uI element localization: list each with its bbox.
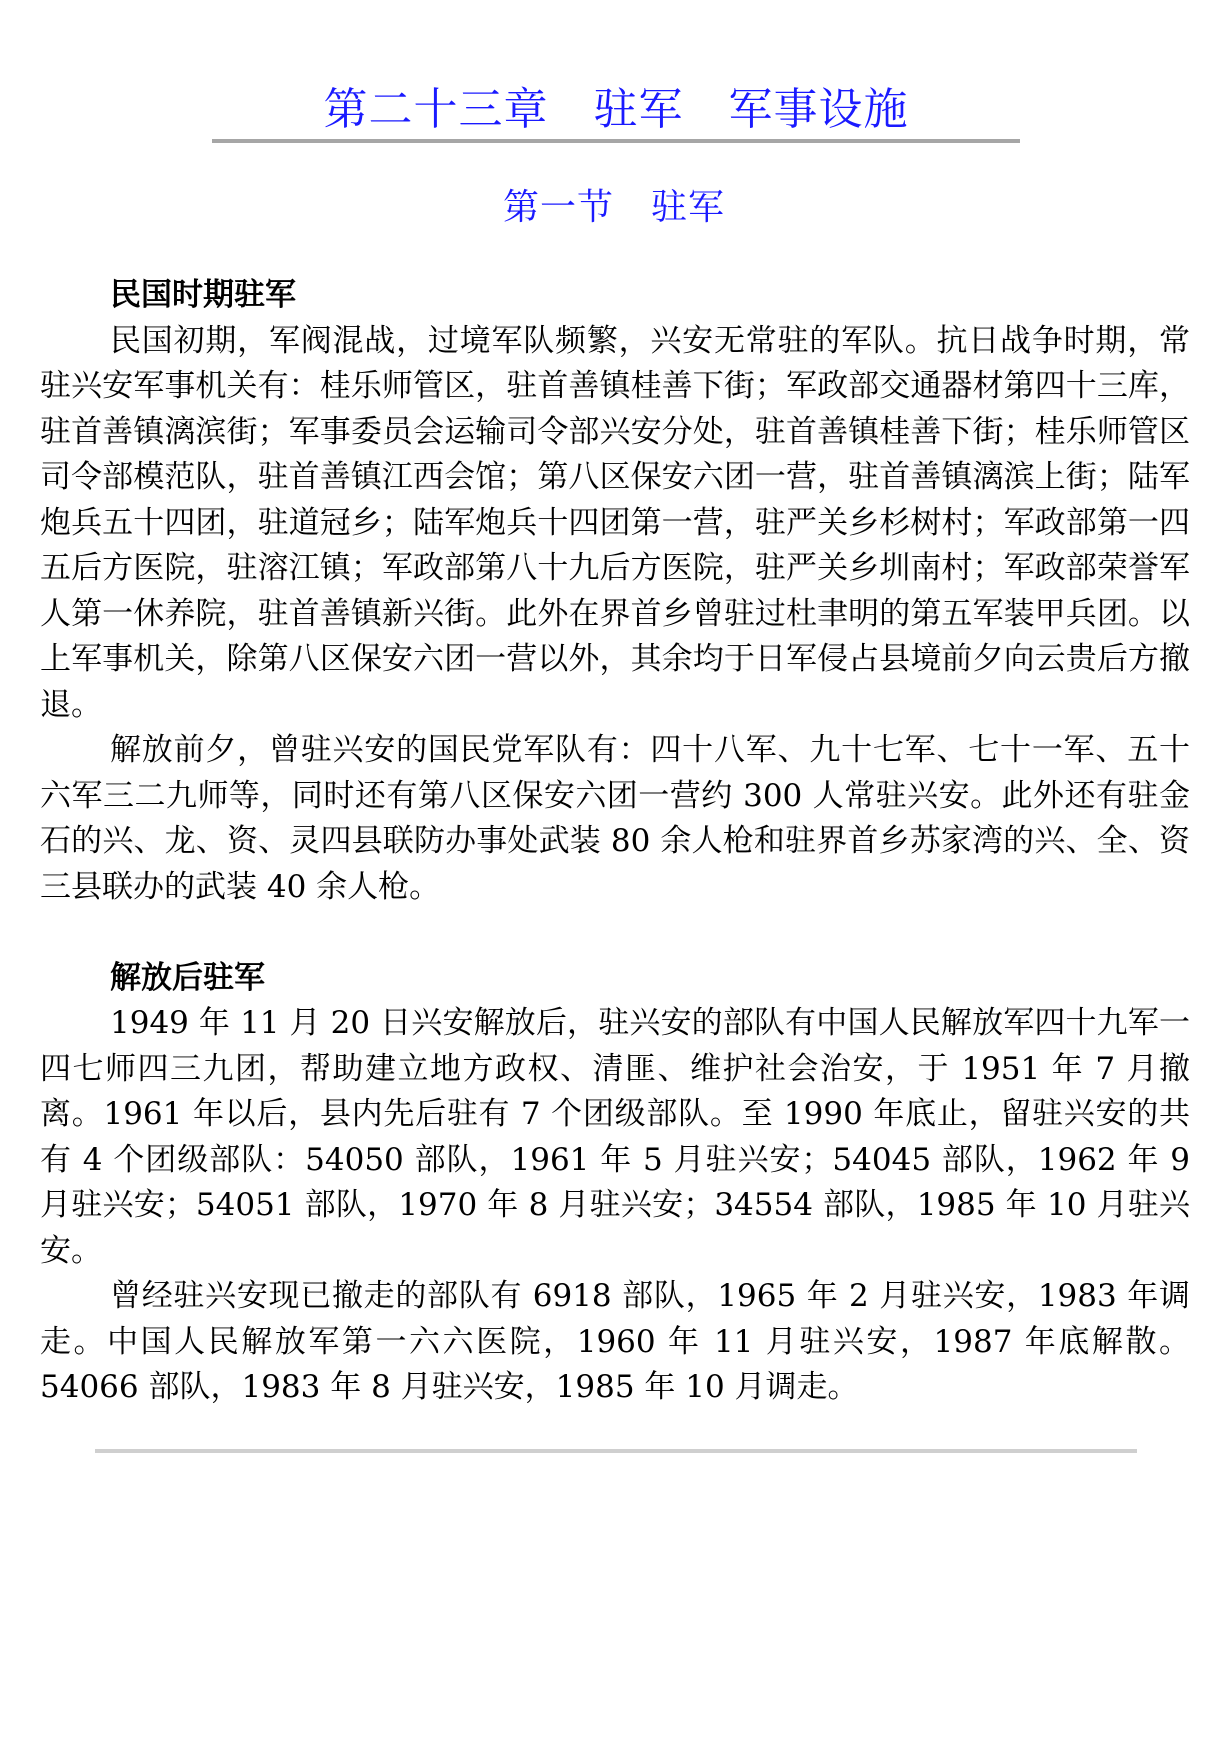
chapter-title-underline xyxy=(212,139,1020,143)
republic-era-heading: 民国时期驻军 xyxy=(110,277,296,313)
chapter-title: 第二十三章 驻军 军事设施 xyxy=(323,84,909,135)
post-liberation-paragraph-2: 曾经驻兴安现已撤走的部队有 6918 部队，1965 年 2 月驻兴安，1983 年调走。中国人民解放军第一六六医院，1960 年 11 月驻兴安，1987 年底解散。54066 部队，1983 年 8 月驻兴安，1985 年 10 月调走。 xyxy=(40,1278,1190,1405)
post-liberation-paragraph-1: 1949 年 11 月 20 日兴安解放后，驻兴安的部队有中国人民解放军四十九军一四七师四三九团，帮助建立地方政权、清匪、维护社会治安，于 1951 年 7 月撤离。1961 年以后，县内先后驻有 7 个团级部队。至 1990 年底止，留驻兴安的共有 4 个团级部队：54050 部队，1961 年 5 月驻兴安；54045 部队，1962 年 9 月驻兴安；54051 部队，1970 年 8 月驻兴安；34554 部队，1985 年 10 月驻兴安。 xyxy=(40,1005,1190,1269)
republic-era-paragraph-1: 民国初期，军阀混战，过境军队频繁，兴安无常驻的军队。抗日战争时期，常驻兴安军事机关有：桂乐师管区，驻首善镇桂善下街；军政部交通器材第四十三库，驻首善镇漓滨街；军事委员会运输司令部兴安分处，驻首善镇桂善下街；桂乐师管区司令部模范队，驻首善镇江西会馆；第八区保安六团一营，驻首善镇漓滨上街；陆军炮兵五十四团，驻道冠乡；陆军炮兵十四团第一营，驻严关乡杉树村；军政部第一四五后方医院，驻溶江镇；军政部第八十九后方医院，驻严关乡圳南村；军政部荣誉军人第一休养院，驻首善镇新兴街。此外在界首乡曾驻过杜聿明的第五军装甲兵团。以上军事机关，除第八区保安六团一营以外，其余均于日军侵占县境前夕向云贵后方撤退。 xyxy=(40,322,1190,723)
republic-era-section xyxy=(40,273,1190,910)
page-bottom-rule xyxy=(95,1449,1137,1453)
post-liberation-heading: 解放后驻军 xyxy=(110,959,265,996)
body-text xyxy=(40,273,1190,1411)
section-title: 第一节 驻军 xyxy=(502,187,725,228)
section-spacer xyxy=(40,910,1190,956)
republic-era-paragraph-2: 解放前夕，曾驻兴安的国民党军队有：四十八军、九十七军、七十一军、五十六军三二九师等，同时还有第八区保安六团一营约 300 人常驻兴安。此外还有驻金石的兴、龙、资、灵四县联防办事处武装 80 余人枪和驻界首乡苏家湾的兴、全、资三县联办的武装 40 余人枪。 xyxy=(40,732,1190,905)
post-liberation-section xyxy=(40,956,1190,1411)
